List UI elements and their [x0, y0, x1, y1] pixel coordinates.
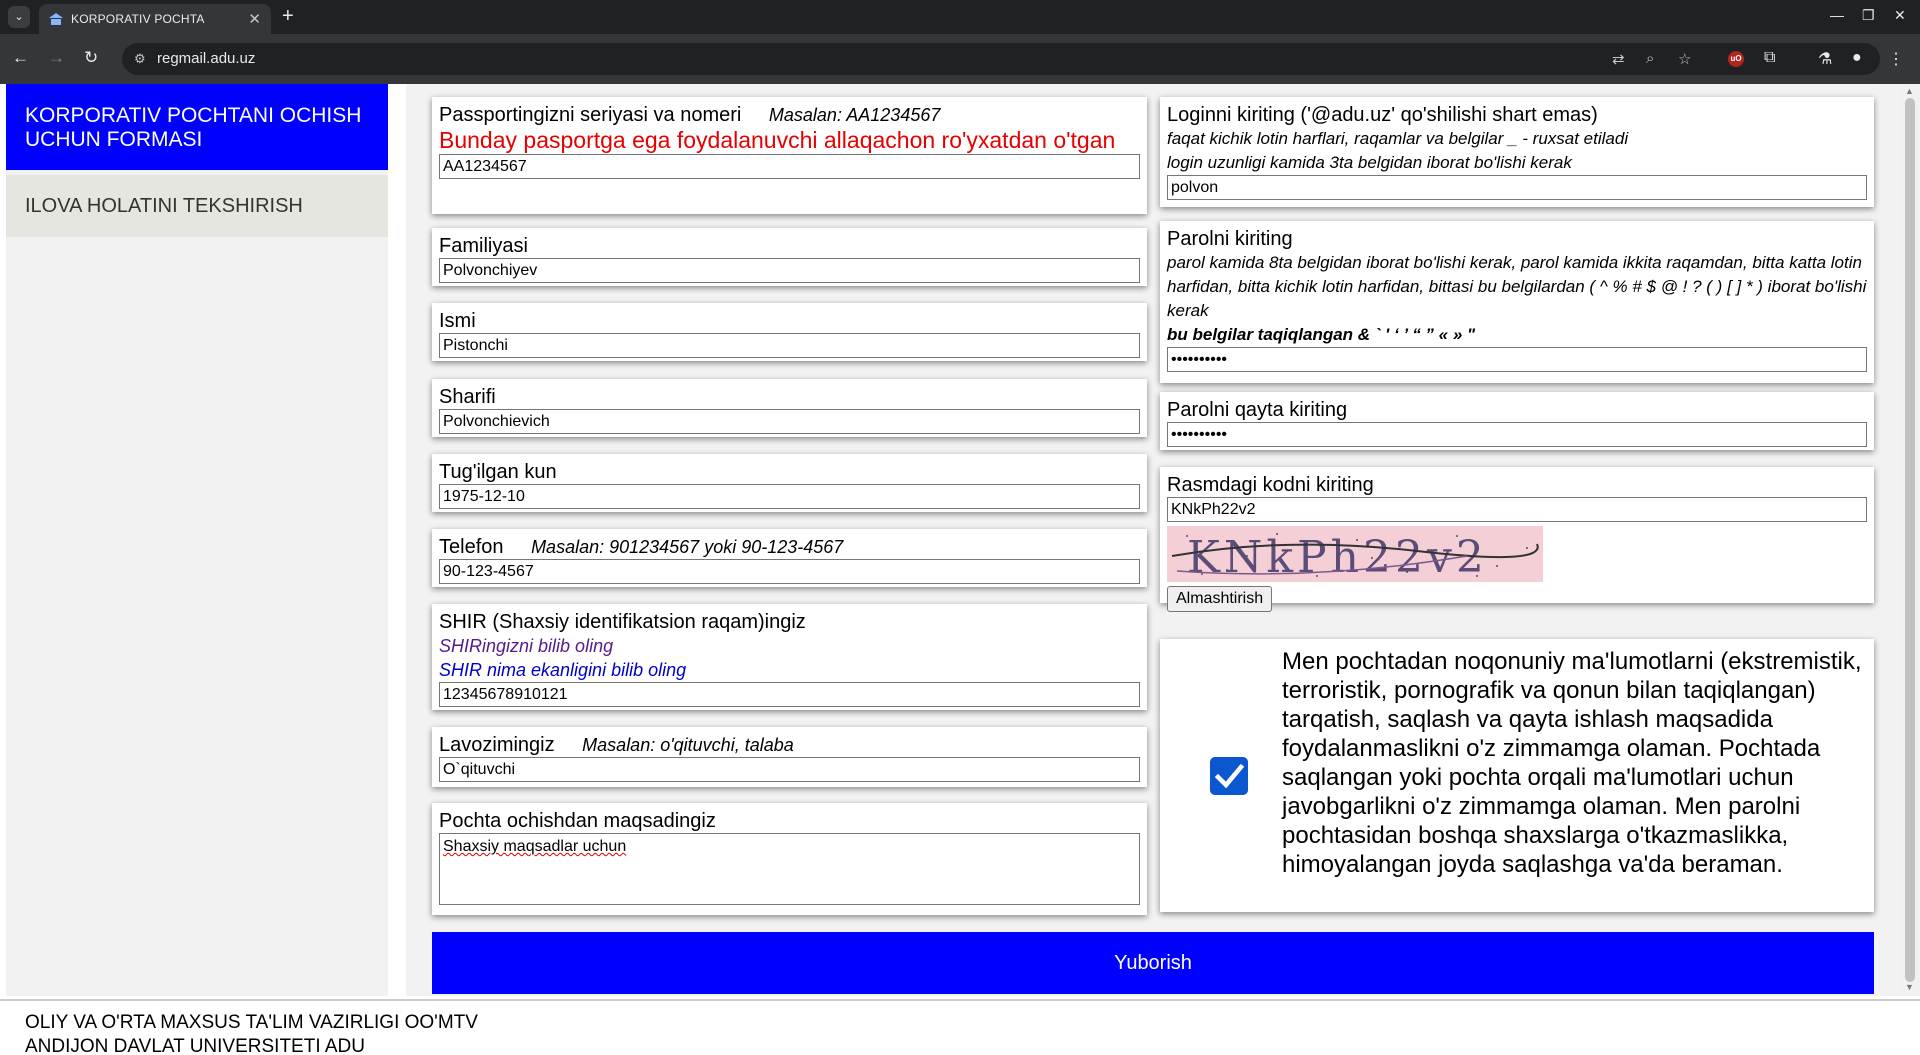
- agreement-text: Men pochtadan noqonuniy ma'lumotlarni (ekstremistik, terroristik, pornografik va qonun bilan taqiqlangan) tarqatish, saqlash va qayta ishlash maqsadida foydalanmaslikni o'z zimmamga olaman. Pochtada saqlangan yoki pochta orqali ma'lumotlari uchun javobgarlikni o'z zimmamga olaman. Men parolni pochtasidan boshqa shaxslarga o'tkazmaslikka, himoyalangan joyda saqlashga va'da beraman.: [1282, 648, 1862, 878]
- surname-input[interactable]: [439, 258, 1140, 283]
- shir-find-link[interactable]: SHIRingizni bilib oling: [439, 636, 614, 656]
- captcha-input[interactable]: [1167, 497, 1867, 522]
- scroll-down-icon[interactable]: ▼: [1905, 982, 1914, 992]
- password-forbidden-chars: bu belgilar taqiqlangan & ` ' ‘ ’ “ ” « » ": [1167, 325, 1476, 344]
- agreement-checkbox[interactable]: [1210, 757, 1248, 795]
- scroll-up-icon[interactable]: ▲: [1905, 86, 1914, 96]
- patronymic-input[interactable]: [439, 409, 1140, 434]
- browser-tabbar: [0, 0, 1920, 34]
- footer-ministry: OLIY VA O'RTA MAXSUS TA'LIM VAZIRLIGI OO'MTV: [25, 1012, 478, 1033]
- login-hint-chars: faqat kichik lotin harflari, raqamlar va belgilar _ - ruxsat etiladi: [1167, 129, 1629, 148]
- purpose-card: [432, 803, 1147, 915]
- password-repeat-label: Parolni qayta kiriting: [1167, 399, 1348, 421]
- shir-input[interactable]: [439, 682, 1140, 707]
- password-label: Parolni kiriting: [1167, 228, 1293, 250]
- login-hint-length: login uzunligi kamida 3ta belgidan iborat bo'lishi kerak: [1167, 153, 1572, 172]
- login-card: [1160, 97, 1874, 207]
- tab-search-icon[interactable]: ⌄: [8, 6, 30, 28]
- site-favicon-icon: [49, 13, 63, 25]
- phone-label: Telefon: [439, 536, 504, 558]
- passport-card: [432, 97, 1147, 214]
- passport-input[interactable]: [439, 154, 1140, 179]
- password-card: [1160, 221, 1874, 383]
- footer: [0, 999, 1920, 1055]
- shir-what-link[interactable]: SHIR nima ekanligini bilib oling: [439, 660, 687, 680]
- forward-icon[interactable]: →: [48, 48, 65, 67]
- sidebar: [6, 84, 388, 996]
- surname-label: Familiyasi: [439, 235, 528, 257]
- password-hint: parol kamida 8ta belgidan iborat bo'lishi kerak, parol kamida ikkita raqamdan, bitta katta lotin harfidan, bitta kichik lotin harfidan, bittasi bu belgilardan ( ^ % # $ @ ! ? ( ) [ ] * ) iborat bo'lishi kerak: [1167, 253, 1867, 320]
- restore-icon[interactable]: ❐: [1862, 7, 1875, 23]
- footer-university: ANDIJON DAVLAT UNIVERSITETI ADU: [25, 1036, 365, 1055]
- site-info-icon[interactable]: ⚙: [134, 51, 146, 66]
- passport-error: Bunday pasportga ega foydalanuvchi allaqachon ro'yxatdan o'tgan: [439, 127, 1116, 153]
- password-repeat-card: [1160, 392, 1874, 450]
- sidebar-item-form[interactable]: KORPORATIV POCHTANI OCHISH UCHUN FORMASI: [6, 84, 388, 170]
- shir-card: [432, 604, 1147, 710]
- password-input[interactable]: [1167, 347, 1867, 372]
- scrollbar-thumb[interactable]: [1905, 98, 1915, 982]
- captcha-card: [1160, 467, 1874, 607]
- birthdate-card: [432, 454, 1147, 512]
- bookmark-star-icon[interactable]: ☆: [1678, 51, 1692, 68]
- birthdate-input[interactable]: [439, 484, 1140, 509]
- scrollbar[interactable]: [1900, 84, 1920, 996]
- name-card: [432, 303, 1147, 361]
- captcha-image: [1167, 526, 1543, 582]
- captcha-image-text: KNkPh22v2: [1187, 532, 1488, 582]
- extensions-icon[interactable]: ⧉: [1764, 49, 1776, 66]
- tab-title: KORPORATIV POCHTA: [71, 12, 205, 26]
- phone-input[interactable]: [439, 559, 1140, 584]
- phone-example: Masalan: 901234567 yoki 90-123-4567: [531, 537, 844, 557]
- zoom-icon[interactable]: ⌕: [1646, 50, 1655, 67]
- submit-button[interactable]: Yuborish: [432, 932, 1874, 994]
- passport-label: Passportingizni seriyasi va nomeri: [439, 104, 742, 126]
- translate-icon[interactable]: ⇄: [1612, 51, 1625, 68]
- purpose-text: Shaxsiy maqsadlar uchun: [443, 838, 627, 855]
- login-input[interactable]: [1167, 175, 1867, 200]
- name-label: Ismi: [439, 310, 476, 332]
- url-text: regmail.adu.uz: [157, 50, 256, 67]
- position-input[interactable]: [439, 757, 1140, 782]
- patronymic-label: Sharifi: [439, 386, 496, 408]
- position-example: Masalan: o'qituvchi, talaba: [582, 735, 794, 755]
- labs-flask-icon[interactable]: ⚗: [1818, 51, 1833, 68]
- browser-toolbar: [0, 34, 1920, 84]
- reload-icon[interactable]: ↻: [84, 48, 99, 67]
- surname-card: [432, 228, 1147, 286]
- password-repeat-input[interactable]: [1167, 422, 1867, 447]
- shir-label: SHIR (Shaxsiy identifikatsion raqam)ingiz: [439, 611, 806, 633]
- birthdate-label: Tug'ilgan kun: [439, 461, 557, 483]
- minimize-icon[interactable]: —: [1830, 7, 1844, 23]
- position-label: Lavozimingiz: [439, 734, 555, 756]
- browser-tab[interactable]: [39, 4, 271, 34]
- name-input[interactable]: [439, 333, 1140, 358]
- page: [0, 84, 1920, 1055]
- agreement-card: [1160, 639, 1874, 912]
- login-label: Loginni kiriting ('@adu.uz' qo'shilishi shart emas): [1167, 104, 1598, 126]
- passport-example: Masalan: AA1234567: [768, 105, 941, 125]
- purpose-textarea[interactable]: [439, 833, 1140, 905]
- browser-menu-icon[interactable]: ⋮: [1888, 51, 1904, 68]
- position-card: [432, 727, 1147, 787]
- window-close-icon[interactable]: ✕: [1894, 7, 1906, 23]
- address-bar[interactable]: [122, 43, 1880, 75]
- patronymic-card: [432, 379, 1147, 437]
- sidebar-item-check-status[interactable]: ILOVA HOLATINI TEKSHIRISH: [6, 175, 388, 237]
- new-tab-icon[interactable]: +: [282, 5, 294, 27]
- phone-card: [432, 529, 1147, 587]
- purpose-label: Pochta ochishdan maqsadingiz: [439, 810, 716, 832]
- tab-close-icon[interactable]: ✕: [248, 11, 261, 28]
- profile-avatar-icon[interactable]: ●: [1852, 49, 1862, 66]
- back-icon[interactable]: ←: [12, 48, 29, 67]
- captcha-label: Rasmdagi kodni kiriting: [1167, 474, 1374, 496]
- captcha-refresh-button[interactable]: Almashtirish: [1167, 586, 1272, 612]
- ublock-extension-icon[interactable]: uO: [1728, 51, 1744, 67]
